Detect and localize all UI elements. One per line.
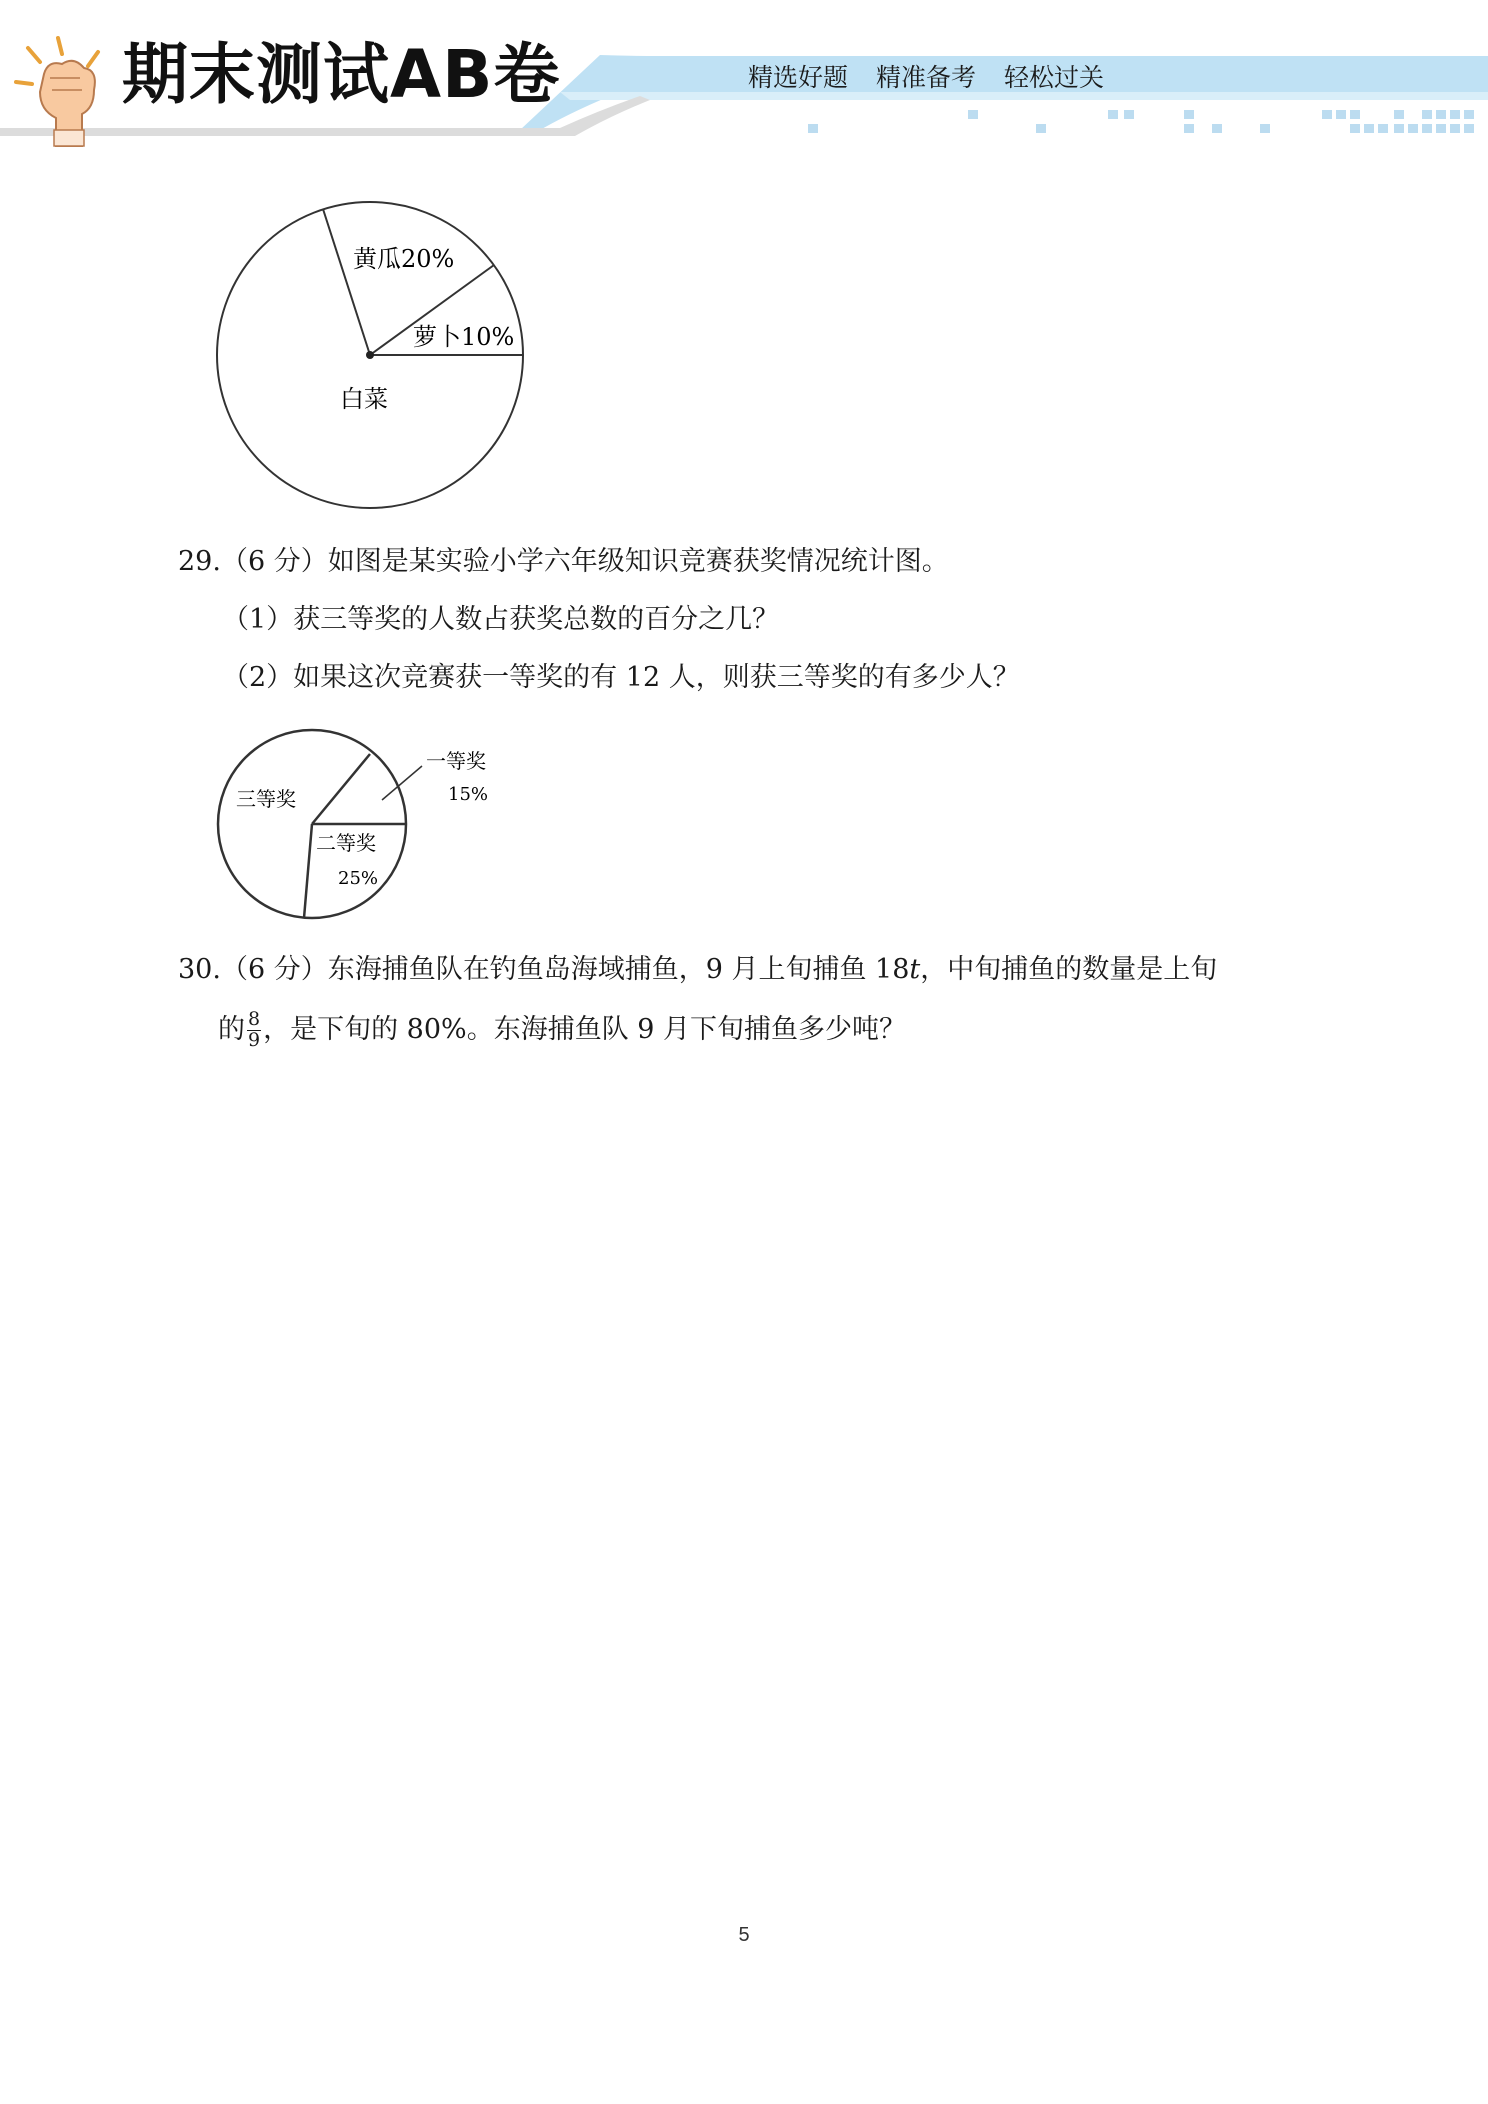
q29-sub1: （1）获三等奖的人数占获奖总数的百分之几？ (222, 604, 780, 635)
q30-line1-part-b: ，中旬捕鱼的数量是上旬 (920, 954, 1218, 985)
slice-value-first: 15% (448, 784, 489, 805)
slogan-item: 精选好题 (748, 63, 849, 92)
slice-label-second: 二等奖 (316, 831, 376, 855)
q30-line2-part-a: 的 (218, 1013, 245, 1045)
slice-label-third: 三等奖 (236, 787, 296, 811)
slice-value-second: 25% (338, 868, 379, 889)
pie-divider (312, 754, 370, 824)
q29-stem: 29.（6 分）如图是某实验小学六年级知识竞赛获奖情况统计图。 (178, 546, 949, 577)
slice-label-cabbage: 白菜 (340, 385, 388, 413)
slogan-item: 精准备考 (876, 63, 977, 92)
header-title: 期末测试AB卷 (122, 36, 561, 113)
q29-sub2: （2）如果这次竞赛获一等奖的有 12 人，则获三等奖的有多少人？ (222, 662, 1020, 693)
q30-unit: t (909, 954, 921, 985)
slice-label-cucumber: 黄瓜20% (353, 245, 455, 273)
fraction (247, 1010, 261, 1051)
q30-line2 (218, 1010, 906, 1051)
slice-label-first: 一等奖 (426, 749, 486, 773)
pie-center-dot (366, 351, 374, 359)
pie-divider (323, 209, 370, 355)
vegetable-pie-figure (200, 195, 540, 525)
raised-fist-icon (14, 34, 114, 150)
pie-divider (304, 824, 312, 918)
page-number: 5 (738, 1924, 750, 1946)
slice-label-radish: 萝卜10% (413, 323, 515, 351)
q30-line1 (178, 954, 1217, 986)
q30-line2-part-b: ，是下旬的 80%。东海捕鱼队 9 月下旬捕鱼多少吨？ (263, 1013, 907, 1045)
q30-line1-part-a: 30.（6 分）东海捕鱼队在钓鱼岛海域捕鱼，9 月上旬捕鱼 18 (178, 954, 910, 985)
award-pie-figure (210, 728, 510, 923)
page-header (0, 0, 1488, 150)
header-slogans (748, 58, 1104, 94)
fraction-denominator: 9 (248, 1028, 261, 1051)
fraction-numerator: 8 (248, 1008, 261, 1030)
slogan-item: 轻松过关 (1004, 63, 1105, 92)
